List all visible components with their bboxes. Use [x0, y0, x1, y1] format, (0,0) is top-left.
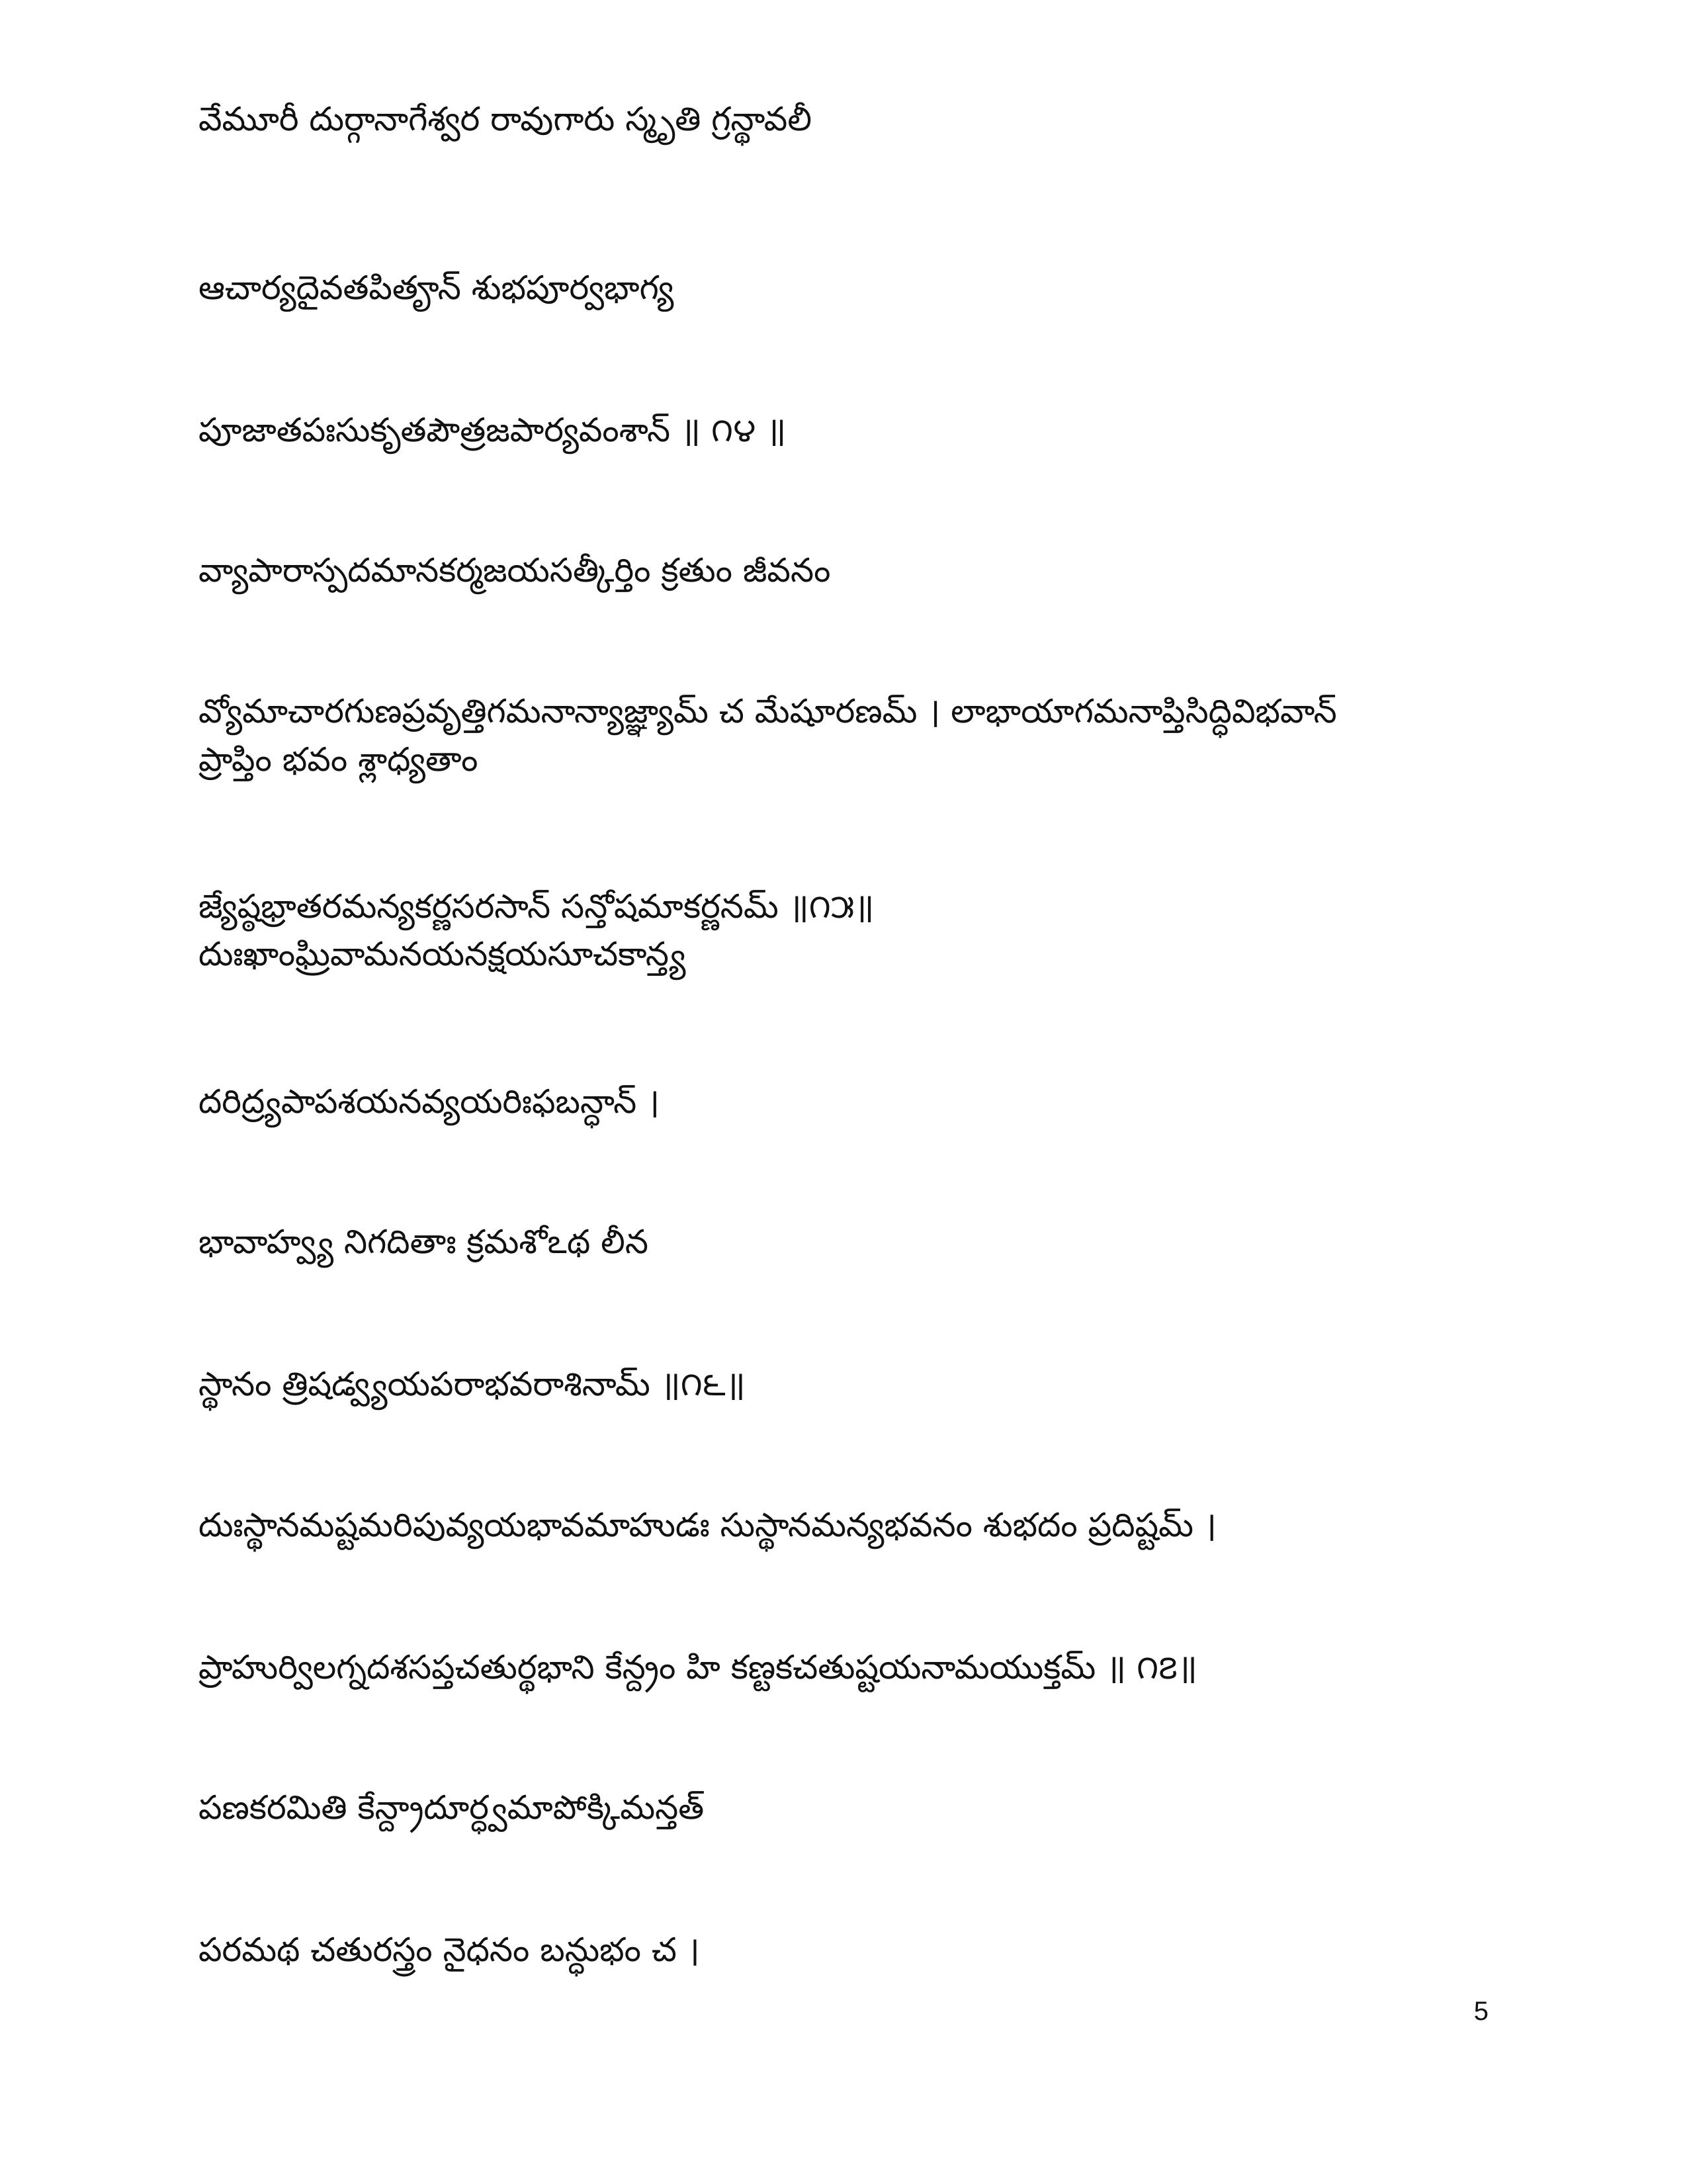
text-line: జ్యేష్ఠభ్రాతరమన్యకర్ణసరసాన్ సన్తోషమాకర్ణనమ్ ॥౧౫॥	[198, 887, 875, 926]
text-line: ప్రాప్తిం భవం శ్లాధ్యతాం	[198, 740, 478, 779]
text-line: స్థానం త్రిషడ్వ్యయపరాభవరాశినామ్ ॥౧౬॥	[198, 1365, 746, 1403]
text-line: ప్రాహుర్విలగ్నదశసప్తచతుర్థభాని కేన్ద్రం హి కణ్టకచతుష్టయనామయుక్తమ్ ॥ ౧౭॥	[198, 1648, 1197, 1686]
text-line: పణకరమితి కేన్ద్రాదూర్ధ్వమాపోక్కిమన్తత్	[198, 1788, 705, 1827]
text-line: భావాహ్వ్య నిగదితాః క్రమశోఽథ లీన	[198, 1223, 648, 1261]
text-line: దరిద్ర్యపాపశయనవ్యయరిఃఫబన్ధాన్ ।	[198, 1082, 660, 1121]
text-line: దుఃస్థానమష్టమరిపువ్యయభావమాహుడః సుస్థానమన్యభవనం శుభదం ప్రదిష్టమ్ ।	[198, 1506, 1217, 1544]
text-line: వేమూరీ దుర్గానాగేశ్వర రావుగారు స్మృతి గ్రన్థావలీ	[198, 100, 812, 138]
text-line: ఆచార్యదైవతపితౄన్ శుభపూర్వభాగ్య	[198, 269, 674, 307]
text-line: దుఃఖాంఘ్రివామనయనక్షయసూచకాన్త్య	[198, 935, 686, 973]
text-line: పరమథ చతురస్త్రం నైధనం బన్ధుభం చ ।	[198, 1931, 700, 1969]
text-line: పూజాతపఃసుకృతపౌత్రజపార్యవంశాన్ ॥ ౧౪ ॥	[198, 411, 787, 449]
text-line: వ్యోమాచారగుణప్రవృత్తిగమనాన్యాజ్ఞ్యామ్ చ మేషూరణమ్ । లాభాయాగమనాప్తిసిద్ధివిభవాన్	[198, 692, 1337, 730]
text-line: వ్యాపారాస్పదమానకర్మజయసత్కీర్తిం క్రతుం జీవనం	[198, 551, 831, 590]
page-number: 5	[1473, 1997, 1489, 2026]
